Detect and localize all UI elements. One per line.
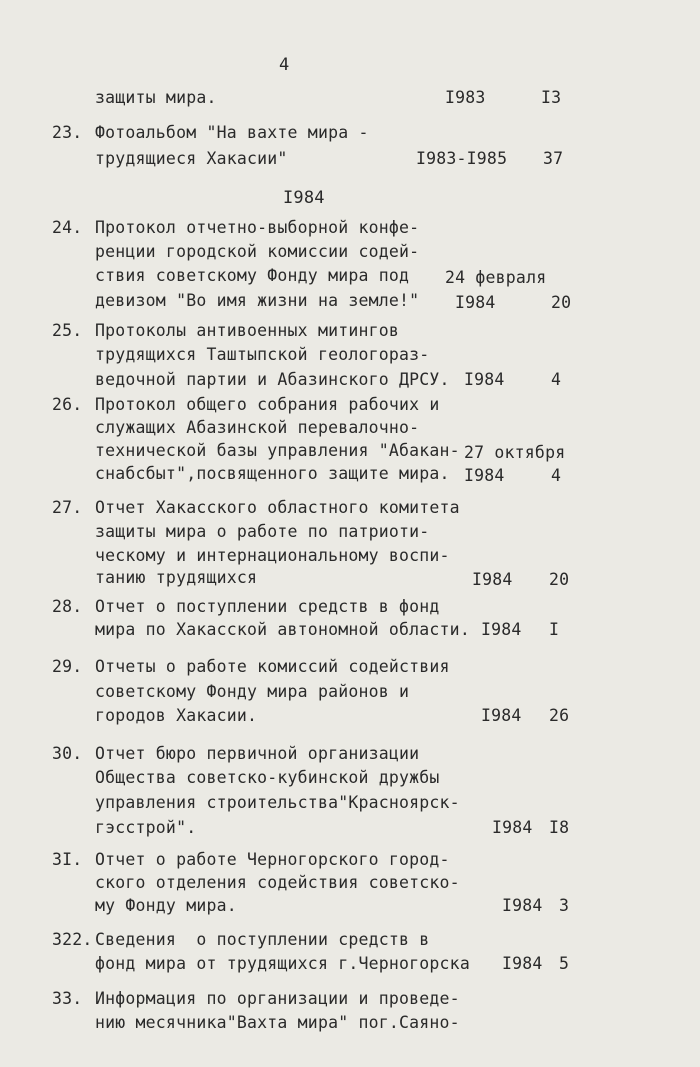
entry-26-line-2: служащих Абазинской перевалочно- [95,418,420,437]
entry-33-number: 33. [52,989,83,1008]
entry-33-line-1: Информация по организации и проведе- [95,989,460,1008]
entry-25-sheets: 4 [551,370,562,389]
entry-28-line-1: Отчет о поступлении средств в фонд [95,597,440,616]
entry-26-line-3: технической базы управления "Абакан- [95,441,460,460]
entry-24-line-4: девизом "Во имя жизни на земле!" [95,291,420,310]
entry-29-date: I984 [481,706,522,725]
page-number: 4 [279,55,290,75]
entry-30-line-4: гэсстрой". [95,818,197,837]
entry-30-line-1: Отчет бюро первичной организации [95,744,420,763]
entry-25-line-2: трудящихся Таштыпской геологораз- [95,345,430,364]
entry-23-line-1: Фотоальбом "На вахте мира - [95,123,369,142]
entry-24-line-2: ренции городской комиссии содей- [95,242,420,261]
entry-26-date: I984 [464,466,505,485]
entry-23-date: I983-I985 [416,149,508,168]
entry-27-line-2: защиты мира о работе по патриоти- [95,522,430,541]
entry-27-date: I984 [472,570,513,589]
entry-30-date: I984 [492,818,533,837]
year-heading: I984 [283,188,325,208]
entry-28-line-2: мира по Хакасской автономной области. [95,620,470,639]
entry-30-line-3: управления строительства"Красноярск- [95,793,460,812]
entry-26-line-4: снабсбыт",посвященного защите мира. [95,464,450,483]
entry-26-line-1: Протокол общего собрания рабочих и [95,395,440,414]
entry-24-number: 24. [52,218,83,237]
entry-26-number: 26. [52,395,83,414]
entry-30-line-2: Общества советско-кубинской дружбы [95,768,440,787]
entry-27-number: 27. [52,498,83,517]
entry-27-line-4: танию трудящихся [95,568,258,587]
entry-24-line-3: ствия советскому Фонду мира под [95,266,410,285]
entry-29-number: 29. [52,657,83,676]
entry-30-sheets: I8 [549,818,570,837]
entry-28-date: I984 [481,620,522,639]
entry-29-line-1: Отчеты о работе комиссий содействия [95,657,450,676]
entry-25-line-1: Протоколы антивоенных митингов [95,321,400,340]
entry-31-date: I984 [502,896,543,915]
entry-24-date-day: 24 февраля [445,268,547,287]
entry-25-date: I984 [464,370,505,389]
entry-22-sheets: I3 [541,88,562,107]
entry-22-date: I983 [445,88,486,107]
entry-24-line-1: Протокол отчетно-выборной конфе- [95,218,420,237]
entry-31-line-1: Отчет о работе Черногорского город- [95,850,450,869]
entry-24-date: I984 [455,293,496,312]
entry-28-sheets: I [549,620,560,639]
entry-25-number: 25. [52,321,83,340]
entry-29-sheets: 26 [549,706,570,725]
entry-31-sheets: 3 [559,896,570,915]
entry-32-date: I984 [502,954,543,973]
entry-22-text-line: защиты мира. [95,88,217,107]
entry-27-line-1: Отчет Хакасского областного комитета [95,498,460,517]
entry-23-number: 23. [52,123,83,142]
entry-26-sheets: 4 [551,466,562,485]
entry-25-line-3: ведочной партии и Абазинского ДРСУ. [95,370,450,389]
entry-32-line-1: Сведения о поступлении средств в [95,930,430,949]
entry-23-line-2: трудящиеся Хакасии" [95,149,288,168]
entry-23-sheets: 37 [543,149,564,168]
entry-32-sheets: 5 [559,954,570,973]
entry-31-line-3: му Фонду мира. [95,896,237,915]
entry-32-number: 322. [52,930,93,949]
entry-31-number: 3I. [52,850,83,869]
entry-27-sheets: 20 [549,570,570,589]
entry-28-number: 28. [52,597,83,616]
entry-29-line-2: советскому Фонду мира районов и [95,682,410,701]
entry-24-sheets: 20 [551,293,572,312]
entry-26-date-day: 27 октября [464,443,566,462]
entry-31-line-2: ского отделения содействия советско- [95,873,460,892]
entry-32-line-2: фонд мира от трудящихся г.Черногорска [95,954,470,973]
entry-27-line-3: ческому и интернациональному воспи- [95,546,450,565]
entry-33-line-2: нию месячника"Вахта мира" пог.Саяно- [95,1013,460,1032]
entry-30-number: 30. [52,744,83,763]
entry-29-line-3: городов Хакасии. [95,706,258,725]
